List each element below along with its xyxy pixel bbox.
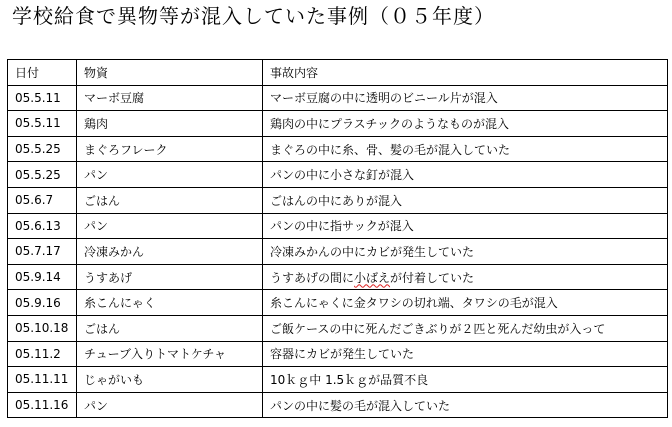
- cell-item: じゃがいも: [77, 367, 263, 393]
- cell-detail: ご飯ケースの中に死んだごきぶりが２匹と死んだ幼虫が入って: [263, 315, 668, 341]
- cell-date: 05.6.7: [8, 187, 77, 213]
- cell-date: 05.11.2: [8, 341, 77, 367]
- cell-detail: うすあげの間に小ばえが付着していた: [263, 264, 668, 290]
- cell-detail: 鶏肉の中にプラスチックのようなものが混入: [263, 111, 668, 137]
- cell-detail: マーボ豆腐の中に透明のビニール片が混入: [263, 85, 668, 111]
- cell-detail: パンの中に小さな釘が混入: [263, 162, 668, 188]
- cell-date: 05.5.25: [8, 136, 77, 162]
- table-row: [8, 111, 668, 137]
- cell-item: チューブ入りトマトケチャ: [77, 341, 263, 367]
- table-row: [8, 85, 668, 111]
- cell-date: 05.11.16: [8, 392, 77, 418]
- column-header-detail: 事故内容: [263, 60, 668, 86]
- cell-detail: 容器にカビが発生していた: [263, 341, 668, 367]
- cell-item: ごはん: [77, 187, 263, 213]
- cell-date: 05.7.17: [8, 239, 77, 265]
- cell-date: 05.6.13: [8, 213, 77, 239]
- cell-detail: パンの中に指サックが混入: [263, 213, 668, 239]
- table-row: [8, 162, 668, 188]
- table-row: [8, 315, 668, 341]
- cell-item: うすあげ: [77, 264, 263, 290]
- cell-date: 05.5.11: [8, 111, 77, 137]
- table-row: [8, 392, 668, 418]
- table-row: [8, 187, 668, 213]
- cell-detail: 冷凍みかんの中にカビが発生していた: [263, 239, 668, 265]
- cell-item: まぐろフレーク: [77, 136, 263, 162]
- column-header-date: 日付: [8, 60, 77, 86]
- table-row: [8, 136, 668, 162]
- cell-detail: パンの中に髪の毛が混入していた: [263, 392, 668, 418]
- cell-date: 05.11.11: [8, 367, 77, 393]
- cell-item: 糸こんにゃく: [77, 290, 263, 316]
- cell-date: 05.9.16: [8, 290, 77, 316]
- cell-date: 05.5.25: [8, 162, 77, 188]
- table-row: [8, 367, 668, 393]
- cell-item: 冷凍みかん: [77, 239, 263, 265]
- page-title: 学校給食で異物等が混入していた事例（０５年度）: [12, 4, 495, 28]
- cell-item: パン: [77, 162, 263, 188]
- table-row: [8, 264, 668, 290]
- cell-detail: ごはんの中にありが混入: [263, 187, 668, 213]
- cell-date: 05.9.14: [8, 264, 77, 290]
- column-header-item: 物資: [77, 60, 263, 86]
- cell-item: パン: [77, 392, 263, 418]
- cell-item: ごはん: [77, 315, 263, 341]
- table-row: [8, 290, 668, 316]
- spellcheck-underline: 小ばえ: [354, 270, 391, 285]
- table-row: [8, 213, 668, 239]
- table-row: [8, 341, 668, 367]
- cell-item: パン: [77, 213, 263, 239]
- cell-item: マーボ豆腐: [77, 85, 263, 111]
- cell-date: 05.5.11: [8, 85, 77, 111]
- table-row: [8, 239, 668, 265]
- incident-table: [7, 59, 668, 418]
- cell-date: 05.10.18: [8, 315, 77, 341]
- table-header-row: [8, 60, 668, 86]
- cell-detail: まぐろの中に糸、骨、髪の毛が混入していた: [263, 136, 668, 162]
- cell-detail: 糸こんにゃくに金タワシの切れ端、タワシの毛が混入: [263, 290, 668, 316]
- cell-item: 鶏肉: [77, 111, 263, 137]
- cell-detail: 10ｋｇ中 1.5ｋｇが品質不良: [263, 367, 668, 393]
